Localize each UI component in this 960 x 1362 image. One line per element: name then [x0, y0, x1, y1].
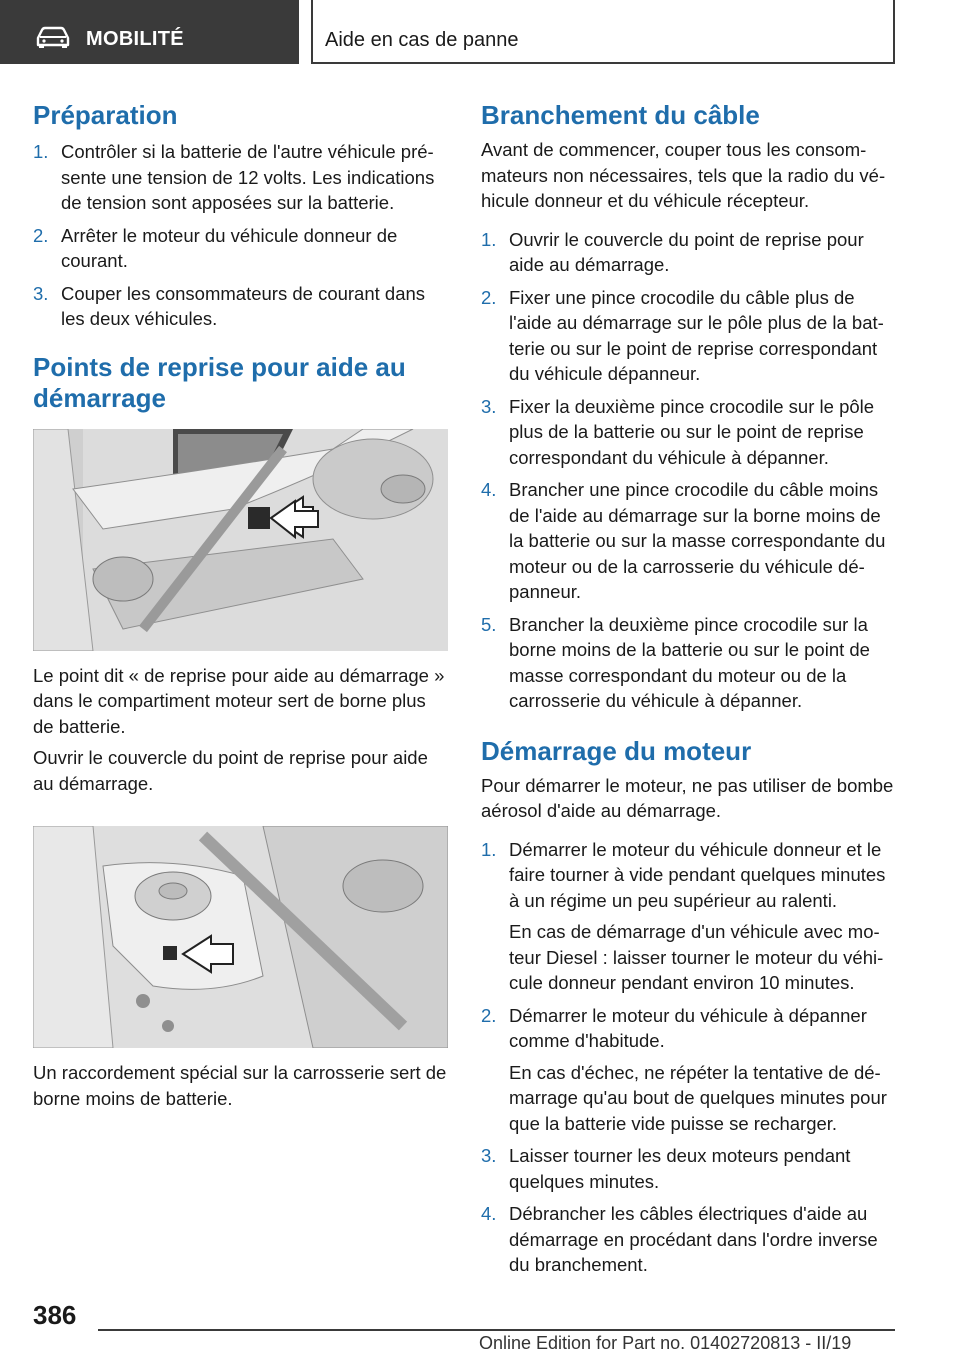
list-item — [481, 837, 897, 996]
page-number: 386 — [33, 1300, 77, 1330]
list-number: 2. — [481, 1004, 497, 1026]
list-text: Fixer une pince crocodile du câble plus de l'aide au démarrage sur le pôle plus de la batterie ou sur le point de reprise correspondant du véhicule dépanneur. — [509, 286, 884, 384]
engine-bay-minus-terminal-photo — [33, 826, 448, 1048]
list-subtext: En cas d'échec, ne répéter la tentative de démarrage qu'au bout de quelques minutes pour que la batterie vide puisse se recharger. — [509, 1061, 887, 1134]
list-item — [33, 281, 448, 332]
paragraph: Pour démarrer le moteur, ne pas utiliser de bombe aérosol d'aide au démarrage. — [481, 774, 894, 821]
list-number: 2. — [481, 286, 497, 308]
chapter-title: Aide en cas de panne — [325, 29, 519, 51]
list-item — [33, 139, 448, 216]
engine-start-heading: Démarrage du moteur — [481, 735, 752, 766]
list-item — [481, 477, 897, 605]
preparation-heading: Préparation — [33, 100, 178, 130]
paragraph: Le point dit « de reprise pour aide au démarrage » dans le compartiment moteur sert de borne plus de batterie. — [33, 664, 445, 737]
list-item — [481, 1201, 897, 1278]
footer-divider — [98, 1329, 895, 1331]
list-item — [481, 1003, 897, 1137]
list-number: 1. — [481, 838, 497, 860]
list-number: 1. — [481, 228, 497, 250]
list-number: 4. — [481, 479, 497, 500]
car-icon — [34, 26, 72, 48]
engine-start-list — [481, 837, 897, 1278]
engine-bay-plus-terminal-photo — [33, 429, 448, 651]
list-number: 3. — [481, 1145, 497, 1166]
jump-points-heading: Points de reprise pour aide au démarrage — [33, 351, 406, 413]
list-item — [481, 612, 897, 714]
list-subtext: En cas de démarrage d'un véhicule avec moteur Diesel : laisser tourner le moteur du véhicule donneur pendant environ 10 minutes. — [509, 921, 884, 993]
paragraph: Avant de commencer, couper tous les consommateurs non nécessaires, tels que la radio du véhicule donneur et du véhicule récepteur. — [481, 139, 886, 211]
list-item — [481, 285, 897, 387]
list-text: Débrancher les câbles électriques d'aide au démarrage en procédant dans l'ordre inverse du branchement. — [509, 1203, 878, 1275]
paragraph: Ouvrir le couvercle du point de reprise pour aide au démarrage. — [33, 747, 428, 794]
cable-list — [481, 227, 897, 714]
engine-bay-illustration — [33, 826, 448, 1048]
list-text: Démarrer le moteur du véhicule à dépanner comme d'habitude. — [509, 1004, 867, 1051]
left-column — [33, 100, 448, 1111]
engine-bay-illustration — [33, 429, 448, 651]
list-number: 4. — [481, 1203, 497, 1224]
list-number: 5. — [481, 613, 497, 635]
list-text: Brancher la deuxième pince crocodile sur la borne moins de la batterie ou sur le point de masse correspondant du moteur ou de la carrosserie du véhicule à dépanner. — [509, 613, 870, 711]
right-column — [481, 100, 897, 1278]
section-label: MOBILITÉ — [86, 28, 184, 50]
list-item — [481, 1143, 897, 1194]
edition-note: Online Edition for Part no. 01402720813 - II/19 — [479, 1333, 852, 1353]
cable-heading: Branchement du câble — [481, 100, 760, 130]
list-text: Ouvrir le couvercle du point de reprise pour aide au démarrage. — [509, 228, 864, 275]
list-number: 2. — [33, 224, 49, 246]
chapter-header — [311, 0, 895, 64]
list-text: Contrôler si la batterie de l'autre véhicule présente une tension de 12 volts. Les indications de tension sont apposées sur la batterie. — [61, 141, 435, 213]
list-text: Laisser tourner les deux moteurs pendant quelques minutes. — [509, 1145, 851, 1192]
list-text: Brancher une pince crocodile du câble moins de l'aide au démarrage sur la borne moins de la batterie ou sur la masse correspondante du moteur ou de la carrosserie du véhicule dépanneur. — [509, 479, 886, 602]
list-text: Fixer la deuxième pince crocodile sur le pôle plus de la batterie ou sur le point de reprise correspondant du véhicule à dépanner. — [509, 395, 875, 468]
list-text: Démarrer le moteur du véhicule donneur et le faire tourner à vide pendant quelques minutes à un régime un peu supérieur au ralenti. — [509, 838, 886, 911]
list-number: 3. — [481, 395, 497, 417]
list-text: Couper les consommateurs de courant dans les deux véhicules. — [61, 282, 426, 329]
list-number: 3. — [33, 282, 49, 304]
list-item — [33, 223, 448, 274]
paragraph: Un raccordement spécial sur la carrosserie sert de borne moins de batterie. — [33, 1062, 447, 1109]
section-tab[interactable] — [0, 0, 299, 64]
list-item — [481, 394, 897, 471]
list-number: 1. — [33, 141, 49, 162]
list-text: Arrêter le moteur du véhicule donneur de courant. — [61, 224, 398, 271]
list-item — [481, 227, 897, 278]
preparation-list — [33, 139, 448, 332]
